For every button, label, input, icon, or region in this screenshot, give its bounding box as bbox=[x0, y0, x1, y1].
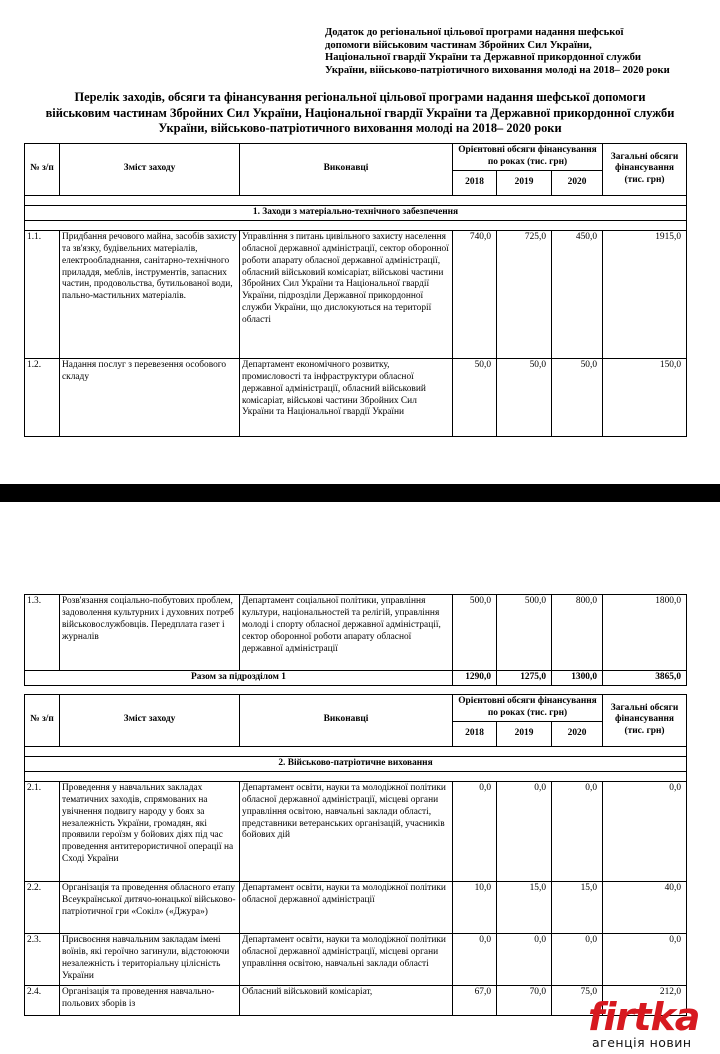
row-2020: 450,0 bbox=[552, 230, 603, 358]
subtotal-total: 3865,0 bbox=[603, 671, 687, 686]
row-content: Придбання речового майна, засобів захисту та зв'язку, будівельних матеріалів, електрообладнання, санітарно-технічного приладдя, меблів, інструментів, запасних частин, продовольства, бутильованої води, пально-мастильних матеріалів. bbox=[60, 230, 240, 358]
row-num: 2.1. bbox=[25, 781, 60, 881]
header-executors: Виконавці bbox=[240, 695, 453, 747]
row-content: Надання послуг з перевезення особового складу bbox=[60, 358, 240, 436]
row-total: 0,0 bbox=[603, 933, 687, 985]
row-num: 2.3. bbox=[25, 933, 60, 985]
table-row bbox=[25, 358, 687, 436]
addendum-line: Національної гвардії України та Державної прикордонної служби bbox=[325, 52, 641, 64]
row-content: Організація та проведення навчально-польових зборів із bbox=[60, 985, 240, 1015]
table-row bbox=[25, 933, 687, 985]
row-executors: Департамент освіти, науки та молодіжної політики обласної державної адміністрації bbox=[240, 881, 453, 933]
header-2018: 2018 bbox=[453, 170, 497, 195]
title-line: України, військово-патріотичного виховання молоді на 2018– 2020 роки bbox=[158, 121, 562, 136]
header-content: Зміст заходу bbox=[60, 144, 240, 196]
row-total: 0,0 bbox=[603, 781, 687, 881]
document-page-1 bbox=[0, 0, 720, 484]
row-executors: Управління з питань цивільного захисту населення обласної державної адміністрації, сектор оборонної роботи апарату обласної державної адміністрації, обласний військовий комісаріат, військові частини Збройних Сил України та Національної гвардії України, підрозділи Державної прикордонної служби України, що дислокуються на території області bbox=[240, 230, 453, 358]
row-content: Організація та проведення обласного етапу Всеукраїнської дитячо-юнацької військово-патріотичної гри «Сокіл» («Джура») bbox=[60, 881, 240, 933]
row-2020: 50,0 bbox=[552, 358, 603, 436]
table-row bbox=[25, 781, 687, 881]
row-2020: 0,0 bbox=[552, 933, 603, 985]
row-2019: 725,0 bbox=[497, 230, 552, 358]
row-content: Присвоєння навчальним закладам імені воїнів, які героїчно загинули, відстоюючи незалежність і територіальну цілісність України bbox=[60, 933, 240, 985]
measures-table-page-1 bbox=[24, 143, 687, 437]
document-title bbox=[22, 90, 698, 137]
logo-brand-text: firtka bbox=[588, 995, 700, 1039]
row-2018: 0,0 bbox=[453, 781, 497, 881]
row-2019: 0,0 bbox=[497, 933, 552, 985]
row-num: 2.4. bbox=[25, 985, 60, 1015]
header-orient: Орієнтовні обсяги фінансування по роках (тис. грн) bbox=[453, 144, 603, 171]
header-num: № з/п bbox=[25, 144, 60, 196]
logo-subtitle: агенція новин bbox=[592, 1035, 692, 1050]
table-row bbox=[25, 595, 687, 671]
row-2019: 15,0 bbox=[497, 881, 552, 933]
row-total: 150,0 bbox=[603, 358, 687, 436]
header-2020: 2020 bbox=[552, 721, 603, 746]
header-2020: 2020 bbox=[552, 170, 603, 195]
table-spacer bbox=[25, 771, 687, 781]
header-total: Загальні обсяги фінансування (тис. грн) bbox=[603, 695, 687, 747]
section-heading: 1. Заходи з матеріально-технічного забезпечення bbox=[25, 205, 687, 220]
header-executors: Виконавці bbox=[240, 144, 453, 196]
title-line: військовим частинам Збройних Сил України, Національної гвардії України та Державної прикордонної служби bbox=[45, 105, 675, 120]
subtotal-2020: 1300,0 bbox=[552, 671, 603, 686]
subtotal-2018: 1290,0 bbox=[453, 671, 497, 686]
row-2019: 70,0 bbox=[497, 985, 552, 1015]
row-2018: 67,0 bbox=[453, 985, 497, 1015]
row-content: Розв'язання соціально-побутових проблем, задоволення культурних і духовних потреб військовослужбовців. Передплата газет і журналів bbox=[60, 595, 240, 671]
document-page-2 bbox=[0, 502, 720, 1054]
row-executors: Департамент соціальної політики, управління культури, національностей та релігій, управління молоді і спорту обласної державної адміністрації, сектор оборонної роботи апарату обласної державної адміністрації bbox=[240, 595, 453, 671]
row-2019: 500,0 bbox=[497, 595, 552, 671]
row-2019: 50,0 bbox=[497, 358, 552, 436]
row-2018: 500,0 bbox=[453, 595, 497, 671]
header-content: Зміст заходу bbox=[60, 695, 240, 747]
row-2018: 10,0 bbox=[453, 881, 497, 933]
row-2020: 0,0 bbox=[552, 781, 603, 881]
row-executors: Обласний військовий комісаріат, bbox=[240, 985, 453, 1015]
row-2020: 15,0 bbox=[552, 881, 603, 933]
row-2018: 740,0 bbox=[453, 230, 497, 358]
row-num: 1.3. bbox=[25, 595, 60, 671]
addendum-note bbox=[325, 27, 705, 77]
header-num: № з/п bbox=[25, 695, 60, 747]
header-2018: 2018 bbox=[453, 721, 497, 746]
row-num: 2.2. bbox=[25, 881, 60, 933]
row-executors: Департамент освіти, науки та молодіжної політики обласної державної адміністрації, місцеві органи управління освітою, навчальні заклади області bbox=[240, 933, 453, 985]
title-line: Перелік заходів, обсяги та фінансування регіональної цільової програми надання шефської допомоги bbox=[74, 90, 646, 104]
page-separator bbox=[0, 484, 720, 502]
addendum-line: Додаток до регіональної цільової програми надання шефської bbox=[325, 27, 624, 38]
table-spacer bbox=[25, 195, 687, 205]
measures-table-page-2-top bbox=[24, 594, 687, 686]
row-2020: 75,0 bbox=[552, 985, 603, 1015]
section-heading: 2. Військово-патріотичне виховання bbox=[25, 756, 687, 771]
table-spacer bbox=[25, 220, 687, 230]
row-total: 1915,0 bbox=[603, 230, 687, 358]
row-2020: 800,0 bbox=[552, 595, 603, 671]
header-2019: 2019 bbox=[497, 170, 552, 195]
table-row bbox=[25, 881, 687, 933]
subtotal-2019: 1275,0 bbox=[497, 671, 552, 686]
row-2018: 0,0 bbox=[453, 933, 497, 985]
table-row bbox=[25, 230, 687, 358]
subtotal-label: Разом за підрозділом 1 bbox=[25, 671, 453, 686]
table-spacer bbox=[25, 746, 687, 756]
addendum-line: допомоги військовим частинам Збройних Сил України, bbox=[325, 39, 592, 51]
header-2019: 2019 bbox=[497, 721, 552, 746]
row-total: 212,0 bbox=[603, 985, 687, 1015]
header-total: Загальні обсяги фінансування (тис. грн) bbox=[603, 144, 687, 196]
row-num: 1.1. bbox=[25, 230, 60, 358]
row-2018: 50,0 bbox=[453, 358, 497, 436]
row-total: 40,0 bbox=[603, 881, 687, 933]
row-executors: Департамент освіти, науки та молодіжної політики обласної державної адміністрації, місцеві органи управління освітою, навчальні заклади області, представники ветеранських організацій, учасників бойових дій bbox=[240, 781, 453, 881]
row-2019: 0,0 bbox=[497, 781, 552, 881]
header-orient: Орієнтовні обсяги фінансування по роках (тис. грн) bbox=[453, 695, 603, 722]
addendum-line: України, військово-патріотичного виховання молоді на 2018– 2020 роки bbox=[325, 64, 670, 76]
row-content: Проведення у навчальних закладах тематичних заходів, спрямованих на увічнення подвигу народу у боях за незалежність України, громадян, які проявили героїзм у бойових діях під час проведення антитерористичної операції на Сході України bbox=[60, 781, 240, 881]
row-total: 1800,0 bbox=[603, 595, 687, 671]
row-num: 1.2. bbox=[25, 358, 60, 436]
firtka-logo bbox=[588, 995, 716, 1051]
measures-table-page-2 bbox=[24, 694, 687, 1016]
subtotal-row bbox=[25, 671, 687, 686]
row-executors: Департамент економічного розвитку, промисловості та інфраструктури обласної державної адміністрації, обласний військовий комісаріат, військові частини Збройних Сил України та Національної гвардії України bbox=[240, 358, 453, 436]
